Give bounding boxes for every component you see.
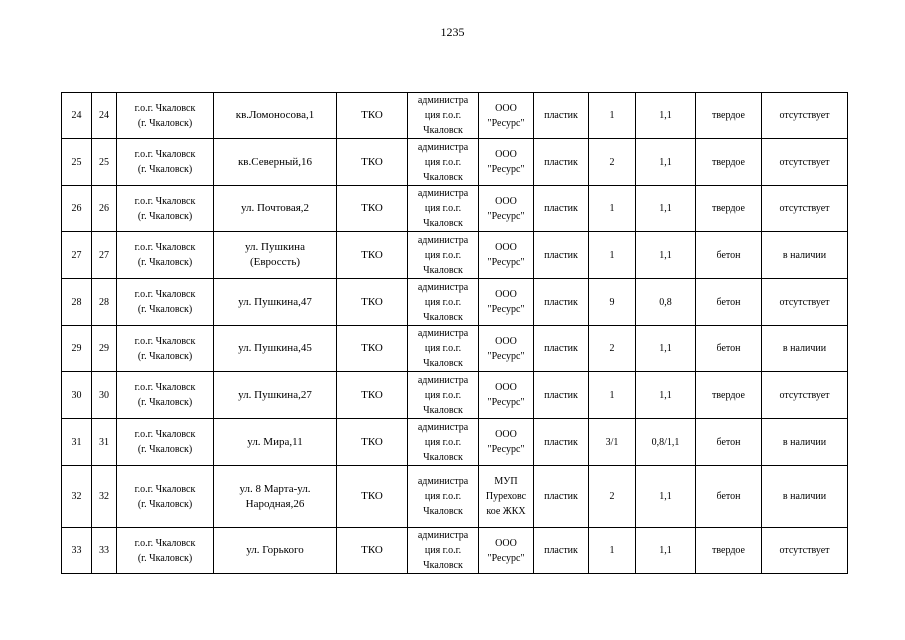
cell-owner: [408, 279, 479, 326]
cell-container-count: [589, 528, 636, 574]
cell-line: "Ресурс": [487, 304, 525, 315]
cell-line: бетон: [716, 249, 741, 261]
cell-line: 30: [99, 389, 109, 401]
cell-owner: [408, 326, 479, 372]
cell-line: 1: [609, 389, 615, 401]
cell-surface: [696, 419, 762, 466]
cell-line: (г. Чкаловск): [137, 210, 193, 222]
cell-line: г.о.г. Чкаловск: [134, 242, 196, 253]
cell-address: [214, 186, 337, 232]
cell-fence: [762, 419, 848, 466]
cell-fence: [762, 139, 848, 186]
cell-address: [214, 326, 337, 372]
cell-line: пластик: [544, 343, 578, 354]
cell-container-count: [589, 139, 636, 186]
cell-operator: [479, 466, 534, 528]
cell-line: г.о.г. Чкаловск: [134, 195, 196, 207]
cell-line: (г. Чкаловск): [137, 498, 193, 510]
cell-line: ция г.о.г.: [424, 156, 462, 168]
cell-line: Пуреховс: [485, 491, 527, 502]
cell-line: 27: [71, 249, 82, 261]
table-row: [62, 232, 848, 279]
cell-line: "Ресурс": [487, 397, 525, 408]
cell-line: ция г.о.г.: [424, 296, 462, 308]
cell-line: 1,1: [659, 249, 672, 261]
cell-line: 2: [609, 156, 615, 168]
cell-container-count: [589, 279, 636, 326]
cell-line: 30: [71, 389, 82, 401]
cell-line: 1: [609, 545, 615, 556]
cell-fence: [762, 466, 848, 528]
cell-line: в наличии: [782, 343, 827, 354]
cell-row-number-2: [92, 279, 117, 326]
cell-line: Чкаловск: [423, 358, 463, 369]
cell-line: в наличии: [782, 436, 827, 448]
cell-row-number-2: [92, 186, 117, 232]
cell-line: г.о.г. Чкаловск: [134, 102, 196, 114]
cell-line: "Ресурс": [487, 444, 525, 455]
table-row: [62, 466, 848, 528]
cell-line: пластик: [544, 491, 578, 502]
cell-line: 0,8/1,1: [651, 436, 680, 448]
cell-container-volume: [636, 528, 696, 574]
cell-material: [534, 93, 589, 139]
cell-line: Чкаловск: [423, 171, 463, 183]
cell-line: 0,8: [659, 296, 672, 308]
cell-line: бетон: [716, 491, 741, 502]
cell-material: [534, 528, 589, 574]
cell-row-number: [62, 372, 92, 419]
cell-line: ция г.о.г.: [424, 545, 462, 556]
cell-line: ООО: [495, 289, 517, 300]
cell-surface: [696, 139, 762, 186]
cell-line: 25: [99, 156, 109, 168]
cell-line: пластик: [544, 296, 578, 308]
cell-line: (г. Чкаловск): [137, 444, 193, 455]
cell-line: г.о.г. Чкаловск: [134, 483, 196, 495]
cell-container-volume: [636, 232, 696, 279]
cell-waste-type: [337, 93, 408, 139]
table-row: [62, 528, 848, 574]
cell-line: (г. Чкаловск): [137, 552, 193, 564]
cell-line: "Ресурс": [487, 210, 525, 222]
cell-line: ция г.о.г.: [424, 491, 462, 502]
cell-waste-type: [337, 419, 408, 466]
cell-line: 29: [99, 343, 109, 354]
cell-owner: [408, 419, 479, 466]
cell-line: твердое: [712, 203, 745, 214]
cell-surface: [696, 528, 762, 574]
cell-line: ул. Мира,11: [247, 435, 303, 448]
cell-line: 1,1: [659, 545, 672, 556]
cell-line: (г. Чкаловск): [137, 164, 193, 175]
cell-waste-type: [337, 139, 408, 186]
cell-line: ТКО: [361, 388, 383, 401]
cell-waste-type: [337, 326, 408, 372]
cell-surface: [696, 326, 762, 372]
cell-line: 25: [71, 156, 82, 168]
cell-address: [214, 279, 337, 326]
cell-row-number-2: [92, 326, 117, 372]
cell-line: 33: [99, 545, 109, 556]
cell-line: отсутствует: [779, 110, 830, 121]
cell-surface: [696, 93, 762, 139]
cell-line: 32: [99, 491, 109, 502]
cell-line: администра: [417, 281, 469, 293]
cell-container-count: [589, 93, 636, 139]
cell-line: "Ресурс": [487, 117, 525, 129]
cell-line: кв.Северный,16: [237, 155, 313, 168]
cell-container-volume: [636, 466, 696, 528]
cell-line: 28: [71, 296, 82, 308]
cell-line: Народная,26: [245, 497, 305, 510]
cell-line: 3/1: [605, 436, 619, 448]
cell-waste-type: [337, 279, 408, 326]
cell-line: ТКО: [361, 544, 383, 556]
cell-line: 26: [71, 203, 82, 214]
table-row: [62, 326, 848, 372]
cell-line: кое ЖКХ: [486, 506, 526, 517]
cell-container-volume: [636, 279, 696, 326]
cell-line: пластик: [544, 203, 578, 214]
cell-line: (г. Чкаловск): [137, 397, 193, 408]
cell-line: ТКО: [361, 202, 383, 214]
cell-district: [117, 232, 214, 279]
cell-line: администра: [417, 95, 469, 106]
cell-line: пластик: [544, 249, 578, 261]
cell-waste-type: [337, 466, 408, 528]
cell-line: администра: [417, 476, 469, 487]
cell-line: ция г.о.г.: [424, 389, 462, 401]
cell-line: г.о.г. Чкаловск: [134, 537, 196, 549]
cell-row-number-2: [92, 139, 117, 186]
cell-line: в наличии: [782, 491, 827, 502]
table-row: [62, 93, 848, 139]
cell-container-count: [589, 326, 636, 372]
cell-owner: [408, 139, 479, 186]
cell-line: (Евроссть): [249, 256, 301, 268]
cell-line: ТКО: [361, 109, 383, 121]
cell-line: Чкаловск: [423, 404, 463, 416]
cell-line: Чкаловск: [423, 451, 463, 463]
cell-line: 1,1: [659, 156, 672, 168]
cell-line: Чкаловск: [423, 264, 463, 276]
cell-operator: [479, 232, 534, 279]
cell-address: [214, 139, 337, 186]
cell-line: ТКО: [361, 155, 383, 168]
cell-line: 33: [71, 545, 82, 556]
cell-line: ция г.о.г.: [424, 343, 462, 354]
cell-material: [534, 186, 589, 232]
cell-address: [214, 232, 337, 279]
cell-container-volume: [636, 93, 696, 139]
cell-material: [534, 232, 589, 279]
cell-fence: [762, 186, 848, 232]
cell-line: отсутствует: [779, 296, 830, 308]
cell-line: 24: [99, 110, 109, 121]
cell-line: ТКО: [361, 490, 383, 502]
cell-owner: [408, 528, 479, 574]
cell-line: пластик: [544, 545, 578, 556]
cell-district: [117, 528, 214, 574]
cell-container-count: [589, 419, 636, 466]
cell-line: 24: [71, 110, 82, 121]
cell-owner: [408, 372, 479, 419]
cell-district: [117, 372, 214, 419]
cell-row-number: [62, 186, 92, 232]
cell-line: Чкаловск: [423, 560, 463, 571]
cell-line: Чкаловск: [423, 218, 463, 229]
cell-line: твердое: [712, 389, 745, 401]
cell-owner: [408, 466, 479, 528]
cell-line: ул. Горького: [246, 544, 304, 556]
cell-row-number: [62, 232, 92, 279]
cell-line: ция г.о.г.: [424, 203, 462, 214]
cell-row-number-2: [92, 372, 117, 419]
cell-address: [214, 419, 337, 466]
cell-surface: [696, 186, 762, 232]
cell-owner: [408, 186, 479, 232]
cell-owner: [408, 93, 479, 139]
cell-line: г.о.г. Чкаловск: [134, 382, 196, 393]
table-row: [62, 372, 848, 419]
cell-line: ООО: [495, 102, 517, 114]
cell-line: 31: [71, 436, 82, 448]
cell-line: г.о.г. Чкаловск: [134, 149, 196, 160]
cell-waste-type: [337, 186, 408, 232]
cell-line: бетон: [716, 296, 741, 308]
cell-line: отсутствует: [779, 389, 830, 401]
cell-line: бетон: [716, 436, 741, 448]
cell-container-volume: [636, 186, 696, 232]
cell-line: твердое: [712, 110, 745, 121]
cell-container-count: [589, 372, 636, 419]
cell-fence: [762, 326, 848, 372]
cell-line: ООО: [495, 335, 517, 347]
cell-material: [534, 139, 589, 186]
cell-row-number: [62, 279, 92, 326]
cell-line: 1: [609, 203, 615, 214]
cell-container-volume: [636, 139, 696, 186]
cell-line: 1,1: [659, 389, 672, 401]
cell-fence: [762, 232, 848, 279]
cell-line: пластик: [544, 389, 578, 401]
cell-line: администра: [417, 421, 469, 433]
cell-line: 26: [99, 203, 109, 214]
cell-line: пластик: [544, 156, 578, 168]
cell-line: ТКО: [361, 435, 383, 448]
cell-line: (г. Чкаловск): [137, 117, 193, 129]
cell-line: ул. Пушкина,27: [238, 388, 312, 401]
cell-address: [214, 93, 337, 139]
cell-line: ТКО: [361, 342, 383, 354]
cell-district: [117, 466, 214, 528]
cell-material: [534, 326, 589, 372]
cell-line: ция г.о.г.: [424, 249, 462, 261]
cell-container-count: [589, 466, 636, 528]
table-row: [62, 419, 848, 466]
cell-line: (г. Чкаловск): [137, 304, 193, 315]
cell-line: 9: [609, 296, 615, 308]
cell-line: бетон: [716, 343, 741, 354]
cell-line: ООО: [495, 382, 517, 393]
cell-address: [214, 528, 337, 574]
cell-line: "Ресурс": [487, 257, 525, 268]
cell-line: 2: [609, 343, 615, 354]
cell-line: отсутствует: [779, 545, 830, 556]
cell-line: 1,1: [659, 343, 672, 354]
cell-material: [534, 466, 589, 528]
cell-line: ул. 8 Марта-ул.: [239, 482, 311, 495]
cell-line: пластик: [544, 110, 578, 121]
cell-line: "Ресурс": [487, 164, 525, 175]
cell-row-number-2: [92, 528, 117, 574]
cell-operator: [479, 186, 534, 232]
cell-owner: [408, 232, 479, 279]
cell-material: [534, 419, 589, 466]
cell-line: Чкаловск: [423, 311, 463, 323]
cell-line: ция г.о.г.: [424, 436, 462, 448]
cell-surface: [696, 466, 762, 528]
cell-row-number: [62, 139, 92, 186]
cell-line: администра: [417, 530, 469, 541]
cell-container-volume: [636, 326, 696, 372]
cell-surface: [696, 372, 762, 419]
cell-line: 31: [99, 436, 109, 448]
cell-district: [117, 186, 214, 232]
cell-row-number: [62, 528, 92, 574]
cell-line: 1: [609, 249, 615, 261]
cell-row-number-2: [92, 466, 117, 528]
cell-line: 2: [609, 491, 615, 502]
cell-material: [534, 279, 589, 326]
cell-container-count: [589, 186, 636, 232]
cell-operator: [479, 279, 534, 326]
cell-line: ТКО: [361, 295, 383, 308]
cell-line: администра: [417, 234, 469, 246]
cell-fence: [762, 93, 848, 139]
cell-district: [117, 93, 214, 139]
cell-container-count: [589, 232, 636, 279]
cell-fence: [762, 372, 848, 419]
cell-line: (г. Чкаловск): [137, 257, 193, 268]
cell-line: в наличии: [782, 249, 827, 261]
cell-surface: [696, 279, 762, 326]
cell-line: Чкаловск: [423, 125, 463, 136]
cell-line: г.о.г. Чкаловск: [134, 289, 196, 300]
cell-waste-type: [337, 232, 408, 279]
cell-line: ООО: [495, 242, 517, 253]
cell-line: твердое: [712, 545, 745, 556]
cell-line: ООО: [495, 429, 517, 440]
cell-address: [214, 466, 337, 528]
cell-fence: [762, 279, 848, 326]
cell-row-number-2: [92, 419, 117, 466]
cell-district: [117, 419, 214, 466]
cell-line: "Ресурс": [487, 552, 525, 564]
cell-district: [117, 279, 214, 326]
cell-line: 1,1: [659, 203, 672, 214]
cell-row-number: [62, 93, 92, 139]
cell-line: "Ресурс": [487, 350, 525, 362]
cell-district: [117, 139, 214, 186]
table-row: [62, 139, 848, 186]
cell-fence: [762, 528, 848, 574]
cell-operator: [479, 326, 534, 372]
cell-line: администра: [417, 188, 469, 199]
page-number: 1235: [440, 25, 465, 39]
cell-line: ООО: [495, 195, 517, 207]
table-row: [62, 186, 848, 232]
cell-container-volume: [636, 419, 696, 466]
cell-material: [534, 372, 589, 419]
cell-line: твердое: [712, 156, 745, 168]
cell-row-number-2: [92, 93, 117, 139]
cell-line: г.о.г. Чкаловск: [134, 429, 196, 440]
cell-line: 27: [99, 249, 109, 261]
cell-line: ул. Пушкина,45: [238, 342, 312, 354]
cell-line: отсутствует: [779, 203, 830, 214]
cell-line: МУП: [494, 476, 518, 487]
cell-line: администра: [417, 328, 469, 339]
cell-row-number-2: [92, 232, 117, 279]
cell-row-number: [62, 466, 92, 528]
cell-line: 29: [71, 343, 82, 354]
cell-line: администра: [417, 141, 469, 153]
cell-operator: [479, 93, 534, 139]
cell-line: администра: [417, 374, 469, 386]
cell-surface: [696, 232, 762, 279]
cell-line: 28: [99, 296, 109, 308]
cell-line: ул. Пушкина: [245, 241, 305, 253]
cell-line: 32: [71, 491, 82, 502]
cell-waste-type: [337, 528, 408, 574]
cell-operator: [479, 372, 534, 419]
cell-line: пластик: [544, 436, 578, 448]
cell-waste-type: [337, 372, 408, 419]
cell-line: (г. Чкаловск): [137, 350, 193, 362]
table-row: [62, 279, 848, 326]
cell-line: г.о.г. Чкаловск: [134, 335, 196, 347]
cell-line: 1,1: [659, 491, 672, 502]
cell-line: 1: [609, 110, 615, 121]
cell-district: [117, 326, 214, 372]
cell-line: отсутствует: [779, 156, 830, 168]
cell-line: Чкаловск: [423, 506, 463, 517]
cell-line: 1,1: [659, 110, 672, 121]
cell-address: [214, 372, 337, 419]
cell-line: ООО: [495, 149, 517, 160]
cell-line: ул. Пушкина,47: [238, 295, 312, 308]
cell-operator: [479, 528, 534, 574]
cell-row-number: [62, 419, 92, 466]
cell-line: ция г.о.г.: [424, 110, 462, 121]
cell-line: ТКО: [361, 248, 383, 261]
cell-operator: [479, 139, 534, 186]
cell-line: ул. Почтовая,2: [240, 202, 310, 214]
registry-table: [61, 92, 848, 574]
cell-container-volume: [636, 372, 696, 419]
cell-line: кв.Ломоносова,1: [235, 109, 315, 121]
cell-line: ООО: [495, 537, 517, 549]
cell-operator: [479, 419, 534, 466]
cell-row-number: [62, 326, 92, 372]
